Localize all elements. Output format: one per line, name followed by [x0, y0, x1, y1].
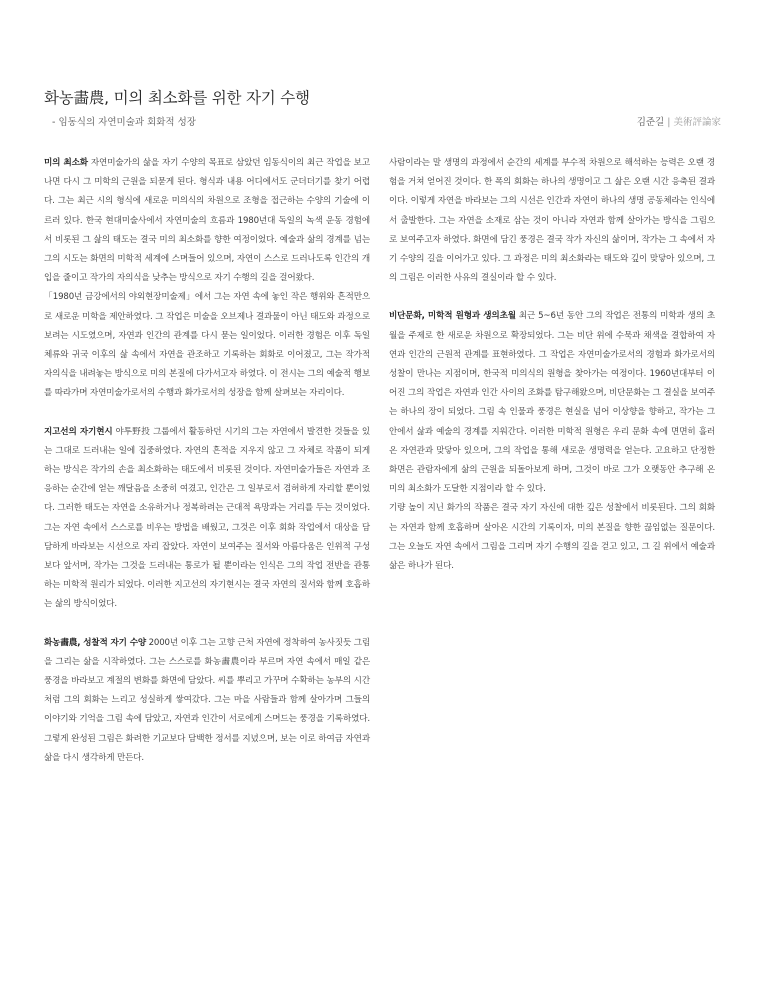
article-subtitle: - 임동식의 자연미술과 회화적 성장 — [52, 117, 196, 128]
section-heading: 비단문화, 미학적 원형과 생의초월 — [389, 311, 516, 322]
paragraph-text: 2000년 이후 그는 고향 근처 자연에 정착하여 농사짓듯 그림을 그리는 삶을 시작하였다. 그는 스스로를 화농畵農이라 부르며 자연 속에서 매일 같은 풍경을 바라보고 계절의 변화를 화면에 담았다. 씨를 뿌리고 가꾸며 수확하는 농부의 시간처럼 그의 회화는 느리고 성실하게 쌓여갔다. 그는 마을 사람들과 함께 살아가며 그들의 이야기와 기억을 그림 속에 담았고, 자연과 인간이 서로에게 스며드는 풍경을 기록하였다. 그렇게 완성된 그림은 화려한 기교보다 담백한 정서를 지녔으며, 보는 이로 하여금 자연과 삶을 다시 생각하게 만든다. — [44, 637, 370, 763]
section-heading: 미의 최소화 — [44, 158, 88, 168]
paragraph — [44, 634, 370, 768]
text-column-left — [44, 154, 370, 768]
author-name: 김준길 — [636, 117, 665, 128]
author-line — [637, 114, 721, 128]
paragraph — [44, 288, 370, 403]
section-heading: 지고선의 자기현시 — [44, 426, 113, 437]
text-column-right — [389, 154, 715, 576]
paragraph — [389, 154, 715, 288]
section-heading: 화농畵農, 성찰적 자기 수양 — [44, 637, 146, 648]
paragraph — [44, 423, 370, 615]
paragraph — [389, 499, 715, 576]
paragraph-text: 자연미술가의 삶을 자기 수양의 목표로 삼았던 임동식이의 최근 작업을 보고 나면 다시 그 미학의 근원을 되묻게 된다. 형식과 내용 어디에서도 군더더기를 찾기 어렵다. 그는 최근 시의 형식에 새로운 미의식의 차원으로 조형을 접근하는 수양의 기술에 이르러 있다. 한국 현대미술사에서 자연미술의 흐름과 1980년대 독일의 녹색 운동 경험에서 비롯된 그 삶의 태도는 결국 미의 최소화를 향한 여정이었다. 예술과 삶의 경계를 넘는 그의 시도는 화면의 미학적 세계에 스며들어 있으며, 자연이 스스로 드러나도록 인간의 개입을 줄이고 작가의 자의식을 낮추는 방식으로 자기 수행의 길을 걸어왔다. — [44, 158, 370, 284]
paragraph — [44, 154, 370, 288]
paragraph-text: 사람이라는 말 생명의 과정에서 순간의 세계를 부수적 차원으로 해석하는 능력은 오랜 경험을 거쳐 얻어진 것이다. 한 폭의 회화는 하나의 생명이고 그 삶은 오랜 시간 응축된 결과이다. 이렇게 자연을 바라보는 그의 시선은 인간과 자연이 하나의 생명 공동체라는 인식에서 출발한다. 그는 자연을 소재로 삼는 것이 아니라 자연과 함께 살아가는 방식을 그림으로 보여주고자 하였다. 화면에 담긴 풍경은 결국 작가 자신의 삶이며, 작가는 그 속에서 자기 수양의 길을 이어가고 있다. 그 과정은 미의 최소화라는 태도와 깊이 맞닿아 있으며, 그의 그림은 이러한 사유의 결실이라 할 수 있다. — [389, 158, 715, 284]
paragraph-text: 야투野投 그룹에서 활동하던 시기의 그는 자연에서 발견한 것들을 있는 그대로 드러내는 일에 집중하였다. 자연의 흔적을 지우지 않고 그 자체로 작품이 되게 하는 방식은 작가의 손을 최소화하는 태도에서 비롯된 것이다. 자연미술가들은 자연과 조응하는 순간에 얻는 깨달음을 소중히 여겼고, 인간은 그 일부로서 겸허하게 자리할 뿐이었다. 그러한 태도는 자연을 소유하거나 정복하려는 근대적 욕망과는 거리를 두는 것이었다. 그는 자연 속에서 스스로를 비우는 방법을 배웠고, 그것은 이후 회화 작업에서 대상을 담담하게 바라보는 시선으로 자리 잡았다. 자연이 보여주는 질서와 아름다움은 인위적 구성보다 앞서며, 작가는 그것을 드러내는 통로가 될 뿐이라는 인식은 그의 작업 전반을 관통하는 미학적 원리가 되었다. 이러한 지고선의 자기현시는 결국 자연의 질서와 함께 호흡하는 삶의 방식이었다. — [44, 426, 370, 610]
paragraph-text: 기량 높이 지닌 화가의 작품은 결국 자기 자신에 대한 깊은 성찰에서 비롯된다. 그의 회화는 자연과 함께 호흡하며 살아온 시간의 기록이자, 미의 본질을 향한 끊임없는 질문이다. 그는 오늘도 자연 속에서 그림을 그리며 자기 수행의 길을 걷고 있고, 그 길 위에서 예술과 삶은 하나가 된다. — [389, 503, 715, 572]
author-role: | 美術評論家 — [667, 117, 721, 128]
article-title: 화농畵農, 미의 최소화를 위한 자기 수행 — [44, 89, 310, 107]
paragraph-text: 최근 5~6년 동안 그의 작업은 전통의 미학과 생의 초월을 주제로 한 새로운 차원으로 확장되었다. 그는 비단 위에 수묵과 채색을 결합하여 자연과 인간의 근원적 관계를 표현하였다. 그 작업은 자연미술가로서의 경험과 화가로서의 성찰이 만나는 지점이며, 한국적 미의식의 원형을 찾아가는 여정이다. 1960년대부터 이어진 그의 작업은 자연과 인간 사이의 조화를 탐구해왔으며, 비단문화는 그 결실을 보여주는 하나의 장이 되었다. 그림 속 인물과 풍경은 현실을 넘어 이상향을 향하고, 작가는 그 안에서 삶과 예술의 경계를 지워간다. 이러한 미학적 원형은 우리 문화 속에 면면히 흘러온 자연관과 맞닿아 있으며, 그의 작업을 통해 새로운 생명력을 얻는다. 고요하고 단정한 화면은 관람자에게 삶의 근원을 되돌아보게 하며, 그것이 바로 그가 오랫동안 추구해 온 미의 최소화가 도달한 지점이라 할 수 있다. — [389, 311, 715, 495]
paragraph — [389, 307, 715, 499]
paragraph-text: 「1980년 금강에서의 야외현장미술제」에서 그는 자연 속에 놓인 작은 행위와 흔적만으로 새로운 미학을 제안하였다. 그 작업은 미술을 오브제나 결과물이 아닌 태도와 과정으로 보려는 시도였으며, 자연과 인간의 관계를 다시 묻는 일이었다. 이러한 경험은 이후 독일 체류와 귀국 이후의 삶 속에서 자연을 관조하고 기록하는 회화로 이어졌고, 그는 작가적 자의식을 내려놓는 방식으로 미의 본질에 다가서고자 하였다. 이 전시는 그의 예술적 행보를 따라가며 자연미술가로서의 수행과 화가로서의 성장을 함께 살펴보는 자리이다. — [44, 292, 370, 399]
